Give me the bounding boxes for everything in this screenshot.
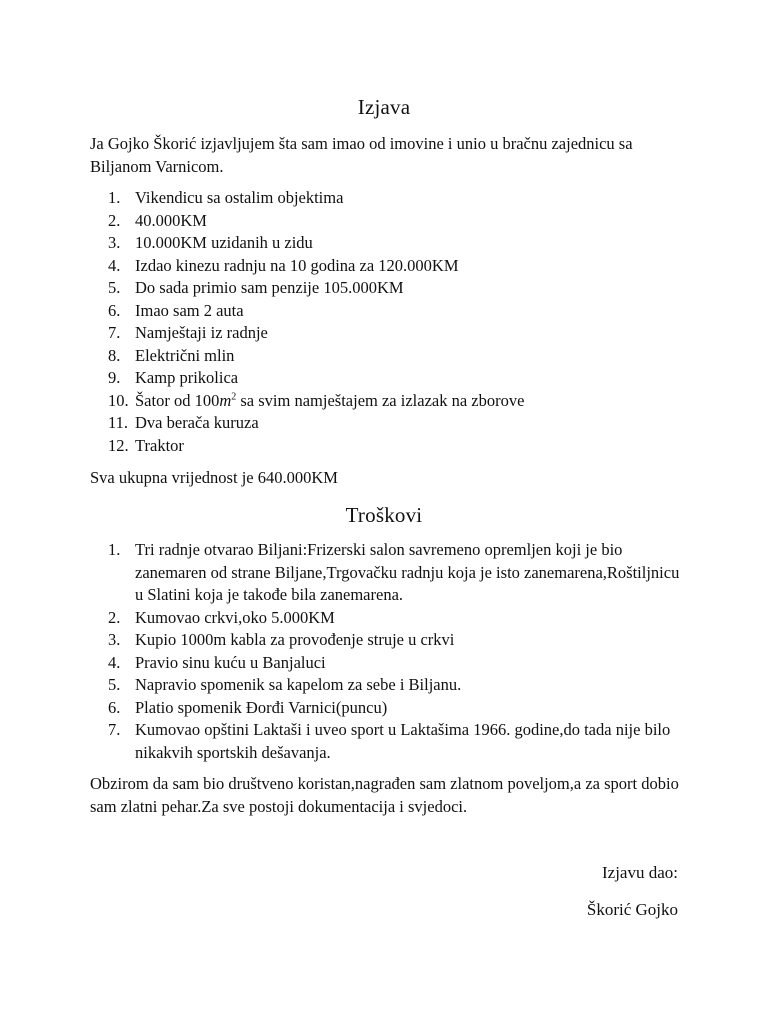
list-item: 8. Električni mlin: [108, 345, 235, 365]
list-item: 10. Šator od $100m^2$ sa svim namještajem za izlazak na zborove: [108, 390, 525, 410]
list-item: 6. Platio spomenik Đorđi Varnici(puncu): [108, 697, 388, 717]
list-item: 11. Dva berača kuruza: [108, 413, 259, 432]
costs-list: [90, 539, 680, 764]
list-item: 6. Imao sam 2 auta: [108, 300, 244, 320]
list-item: 4. Pravio sinu kuću u Banjaluci: [108, 652, 326, 672]
list-item: 7. Kumovao opštini Laktaši i uveo sport u Laktašima 1966. godine,do tada nije bilo nikakvih sportskih dešavanja.: [108, 720, 671, 762]
costs-heading: Troškovi: [345, 503, 423, 527]
list-item: 7. Namještaji iz radnje: [108, 323, 268, 342]
list-item: 1. Tri radnje otvarao Biljani:Frizerski salon savremeno opremljen koji je bio zanemaren od strane Biljane,Trgovačku radnju koja je isto zanemarena,Roštiljnicu u Slatini koja je takođe bila zanemarena.: [108, 540, 680, 604]
list-item: 3. Kupio 1000m kabla za provođenje struje u crkvi: [108, 630, 455, 649]
list-item: 12. Traktor: [108, 435, 184, 455]
assets-list: [90, 187, 690, 457]
signature-name: Škorić Gojko: [586, 900, 678, 919]
intro-paragraph: Ja Gojko Škorić izjavljujem šta sam imao od imovine i unio u bračnu zajednicu sa Biljanom Varnicom.: [90, 134, 633, 176]
document-title: Izjava: [357, 95, 411, 119]
signature-label: Izjavu dao:: [602, 863, 678, 882]
list-item: 5. Napravio spomenik sa kapelom za sebe i Biljanu.: [108, 675, 462, 694]
total-statement: Sva ukupna vrijednost je 640.000KM: [90, 468, 338, 487]
list-item: 2. 40.000KM: [108, 210, 207, 230]
list-item: 5. Do sada primio sam penzije 105.000KM: [108, 278, 404, 297]
list-item: 2. Kumovao crkvi,oko 5.000KM: [108, 607, 335, 627]
list-item: 9. Kamp prikolica: [108, 368, 239, 387]
closing-paragraph: Obzirom da sam bio društveno koristan,nagrađen sam zlatnom poveljom,a za sport dobio sam zlatni pehar.Za sve postoji dokumentacija i svjedoci.: [90, 774, 679, 816]
list-item: 1. Vikendicu sa ostalim objektima: [108, 188, 344, 207]
list-item: 3. 10.000KM uzidanih u zidu: [108, 233, 313, 252]
list-item: 4. Izdao kinezu radnju na 10 godina za 120.000KM: [108, 255, 459, 275]
